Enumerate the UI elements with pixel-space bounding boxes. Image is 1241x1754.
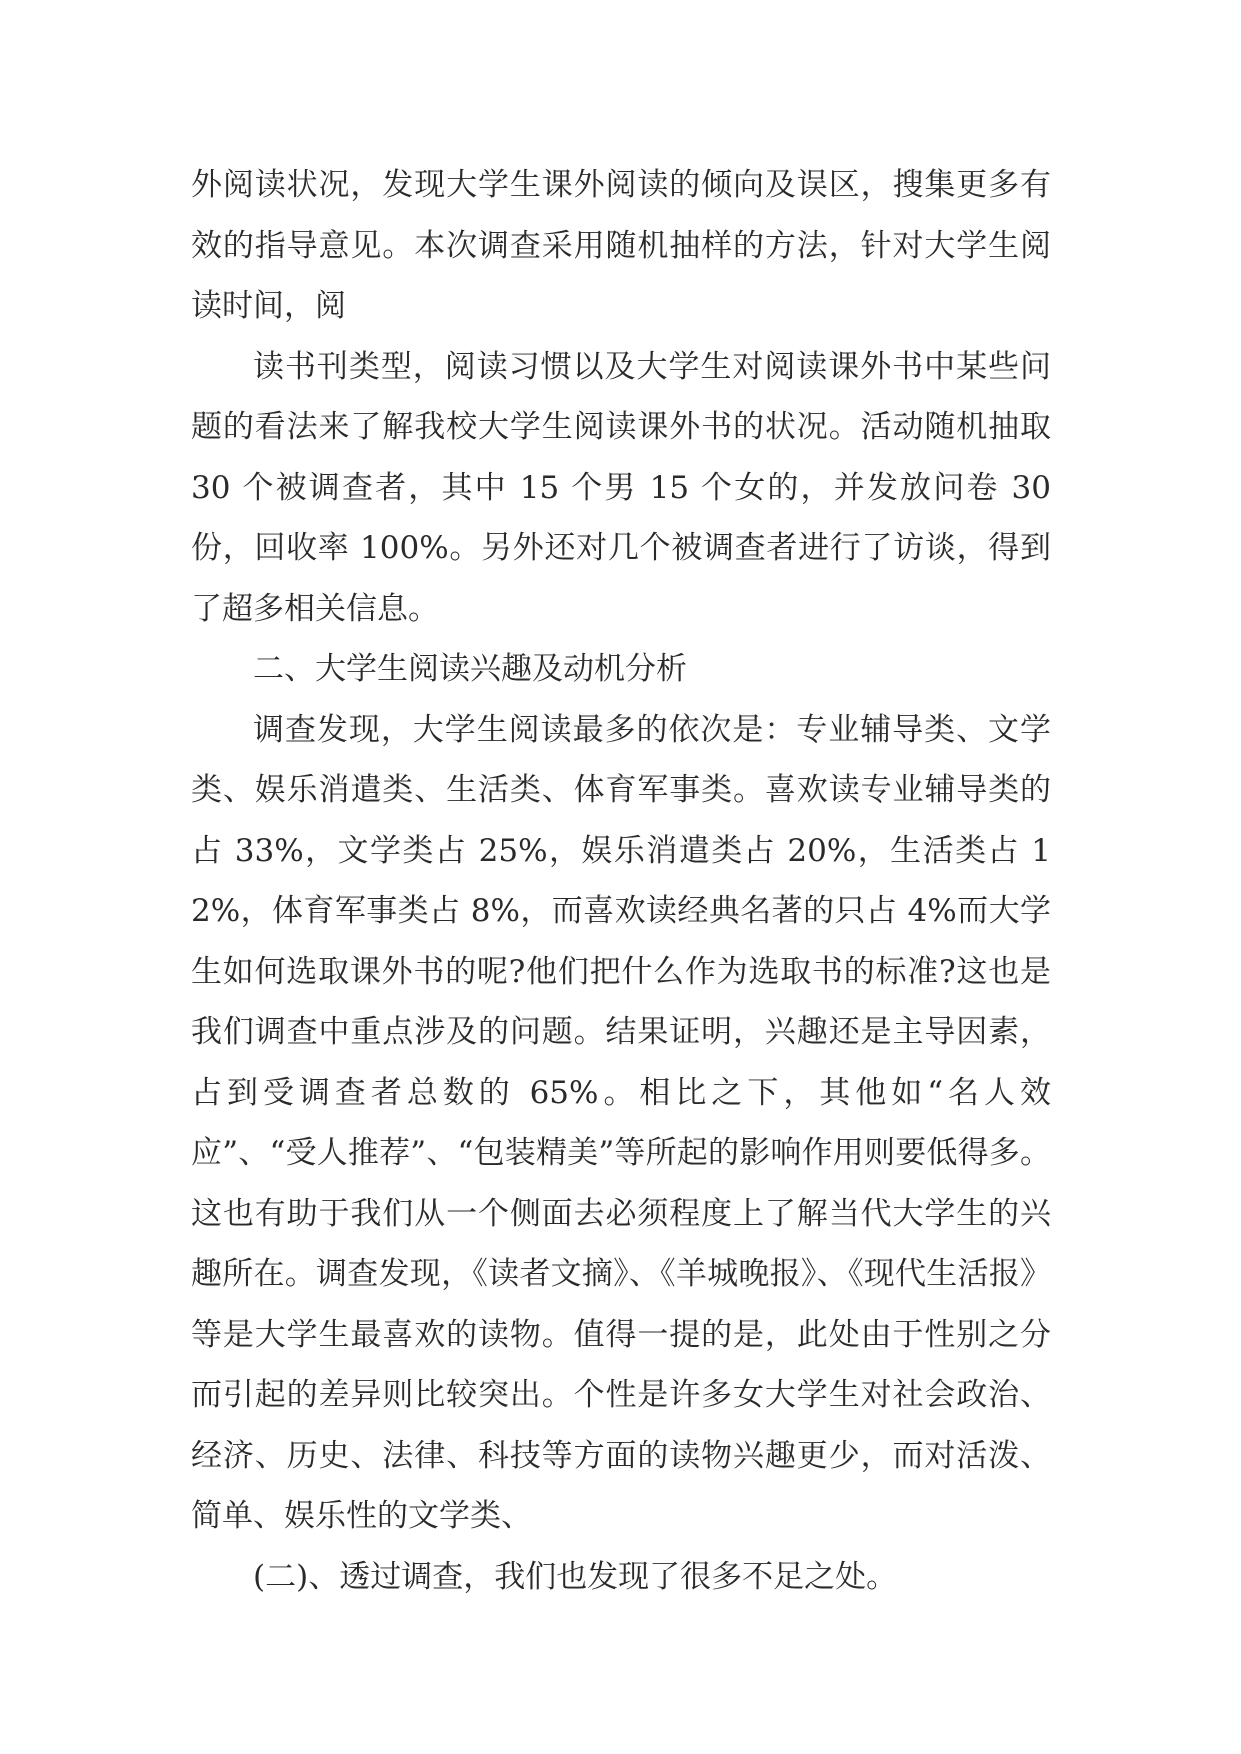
paragraph-reading-interest: 调查发现，大学生阅读最多的依次是：专业辅导类、文学类、娱乐消遣类、生活类、体育军事类。喜欢读专业辅导类的占 33%，文学类占 25%，娱乐消遣类占 20%，生活类占 12%，体育军事类占 8%，而喜欢读经典名著的只占 4%而大学生如何选取课外书的呢?他们把什么作为选取书的标准?这也是我们调查中重点涉及的问题。结果证明，兴趣还是主导因素，占到受调查者总数的 65%。相比之下，其他如“名人效应”、“受人推荐”、“包装精美”等所起的影响作用则要低得多。这也有助于我们从一个侧面去必须程度上了解当代大学生的兴趣所在。调查发现，《读者文摘》、《羊城晚报》、《现代生活报》等是大学生最喜欢的读物。值得一提的是，此处由于性别之分而引起的差异则比较突出。个性是许多女大学生对社会政治、经济、历史、法律、科技等方面的读物兴趣更少，而对活泼、简单、娱乐性的文学类、 bbox=[191, 711, 1051, 1534]
section-heading: 二、大学生阅读兴趣及动机分析 bbox=[253, 651, 687, 687]
paragraph-survey-method: 读书刊类型，阅读习惯以及大学生对阅读课外书中某些问题的看法来了解我校大学生阅读课外书的状况。活动随机抽取 30 个被调查者，其中 15 个男 15 个女的，并发放问卷 30 份，回收率 100%。另外还对几个被调查者进行了访谈，得到了超多相关信息。 bbox=[191, 348, 1051, 627]
subsection-heading: (二)、透过调查，我们也发现了很多不足之处。 bbox=[253, 1558, 898, 1595]
paragraph-continuation: 外阅读状况，发现大学生课外阅读的倾向及误区，搜集更多有效的指导意见。本次调查采用随机抽样的方法，针对大学生阅读时间，阅 bbox=[191, 167, 1051, 324]
document-body bbox=[191, 155, 1051, 1607]
